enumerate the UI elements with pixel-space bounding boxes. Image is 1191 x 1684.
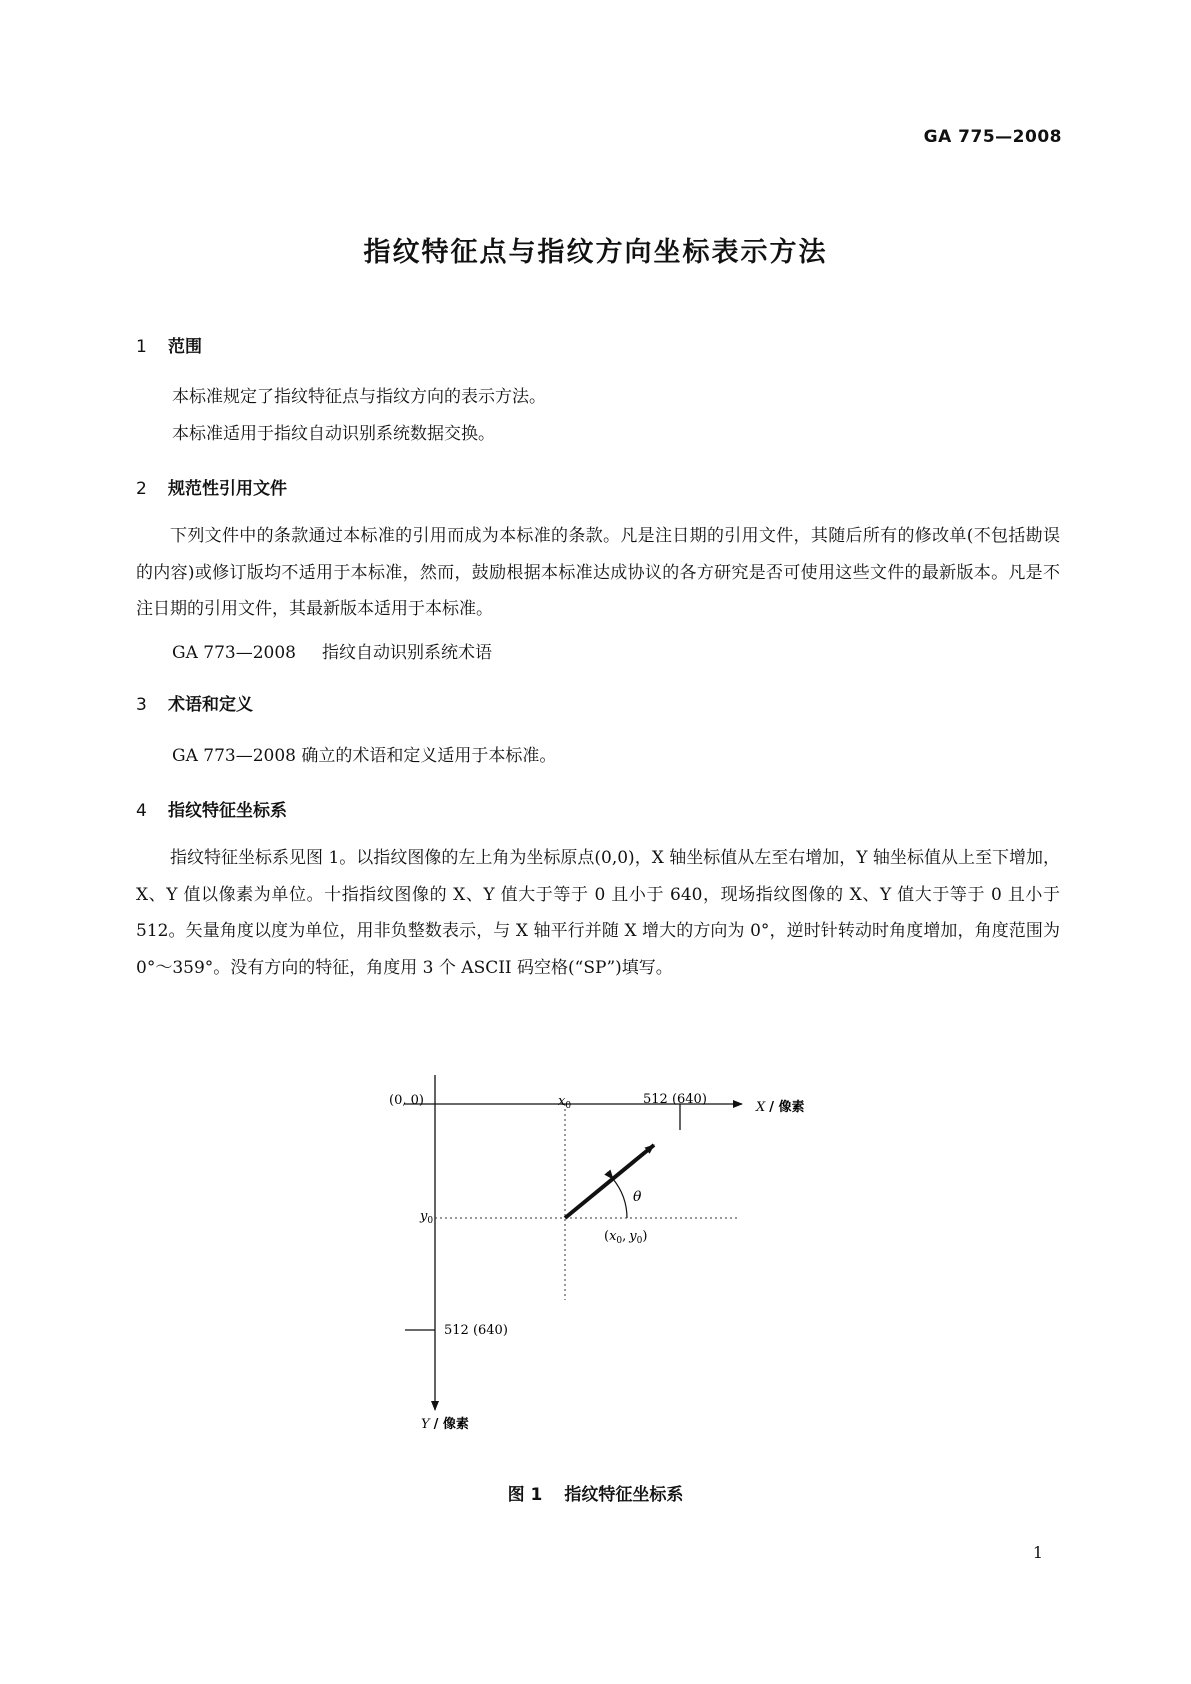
y0-subscript: 0 [427,1216,434,1226]
x-axis-var: X [756,1100,766,1115]
angle-arc [613,1179,627,1218]
x-tick-label: 512 (640) [643,1092,707,1107]
page-number: 1 [1032,1543,1043,1562]
y-axis-unit: / 像素 [433,1417,469,1432]
direction-vector-arrow [565,1145,654,1218]
reference-code: GA 773—2008 [172,643,296,663]
coordinate-system-paragraph: 指纹特征坐标系见图 1。以指纹图像的左上角为坐标原点(0,0)，X 轴坐标值从左至右增加，Y 轴坐标值从上至下增加，X、Y 值以像素为单位。十指指纹图像的 X、Y 值大于等于 0 且小于 640，现场指纹图像的 X、Y 值大于等于 0 且小于 512。矢量角度以度为单位，用非负整数表示，与 X 轴平行并随 X 增大的方向为 0°，逆时针转动时角度增加，角度范围为 0°～359°。没有方向的特征，角度用 3 个 ASCII 码空格(“SP”)填写。 [136,848,1060,978]
section-number: 4 [136,801,147,821]
x-axis-unit: / 像素 [769,1100,805,1115]
point-y-sub: 0 [636,1236,643,1246]
section-number: 1 [136,337,147,357]
y-tick-label: 512 (640) [444,1323,508,1338]
normative-references-paragraph: 下列文件中的条款通过本标准的引用而成为本标准的条款。凡是注日期的引用文件，其随后所有的修改单(不包括勘误的内容)或修订版均不适用于本标准，然而，鼓励根据本标准达成协议的各方研究是否可使用这些文件的最新版本。凡是不注日期的引用文件，其最新版本适用于本标准。 [136,526,1060,619]
point-x-sub: 0 [616,1236,623,1246]
x0-subscript: 0 [565,1101,572,1111]
scope-line-1: 本标准规定了指纹特征点与指纹方向的表示方法。 [172,387,546,407]
figure-title: 指纹特征坐标系 [564,1485,684,1505]
y0-var: y [420,1209,428,1224]
figure-number: 图 1 [507,1485,543,1505]
y-axis-var: Y [421,1417,430,1432]
terms-paragraph: GA 773—2008 确立的术语和定义适用于本标准。 [172,746,557,766]
point-close-paren: ) [642,1229,648,1244]
section-title: 指纹特征坐标系 [168,801,287,821]
x0-label [558,1094,571,1111]
angle-theta-label: θ [633,1189,642,1205]
section-title: 范围 [168,337,202,357]
section-number: 2 [136,479,147,499]
section-number: 3 [136,695,147,715]
point-separator: , [622,1229,627,1244]
y0-label [419,1209,433,1226]
point-x-var: x [609,1229,617,1244]
section-title: 规范性引用文件 [168,479,287,499]
origin-label: (0, 0) [389,1093,424,1108]
reference-name: 指纹自动识别系统术语 [321,643,492,663]
standard-code: GA 775—2008 [923,127,1062,147]
point-coordinate-label [604,1229,647,1246]
figure-caption [0,1480,1191,1505]
point-y-var: y [629,1229,637,1244]
point-open-paren: ( [604,1229,610,1244]
section-title: 术语和定义 [168,695,253,715]
y-axis-label [421,1416,469,1432]
document-title: 指纹特征点与指纹方向坐标表示方法 [363,237,828,268]
x-axis-label [755,1099,805,1115]
scope-line-2: 本标准适用于指纹自动识别系统数据交换。 [172,424,495,444]
x0-var: x [558,1094,566,1109]
